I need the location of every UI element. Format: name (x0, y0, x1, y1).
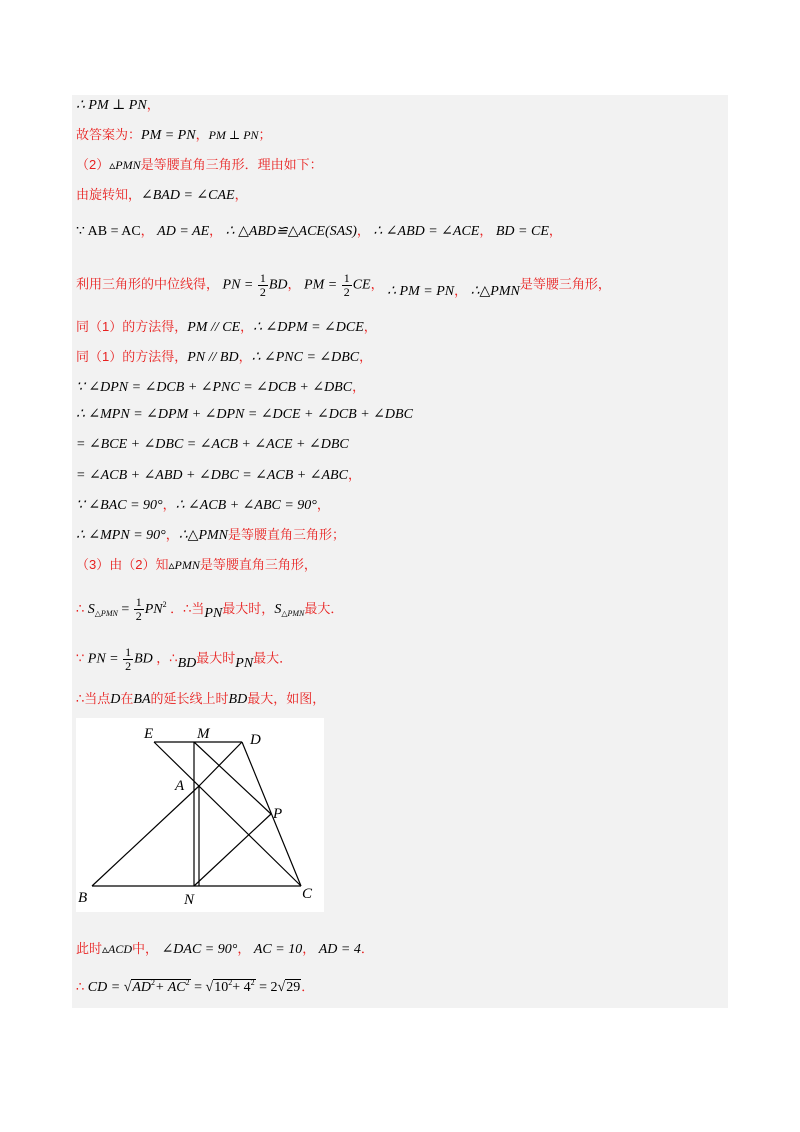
square-4: 2 (250, 978, 255, 987)
half-numerator: 1 (259, 271, 266, 285)
half-denominator: 2 (343, 285, 350, 299)
line-3-text: 是等腰直角三角形．理由如下： (140, 157, 323, 172)
line-16-s: S (87, 602, 95, 617)
line-17-text-2: 最大时 (196, 650, 236, 666)
line-12 (76, 466, 361, 485)
line-20-root-symbol-1: √ (123, 980, 132, 995)
label-D: D (250, 732, 261, 748)
line-17-math-3: PN (235, 655, 254, 671)
line-2-math-1: PM = PN (141, 128, 196, 143)
line-6-half-1 (258, 272, 268, 299)
line-1-punct: ， (146, 97, 160, 112)
square-ad: 2 (151, 978, 156, 987)
line-15-prefix: （3）由（2）知 (76, 557, 169, 572)
line-16-s-sub: △PMN (94, 609, 118, 618)
line-6-math-3: ∴ PM = PN (387, 283, 455, 299)
line-2-math-2: PM ⊥ PN (208, 128, 259, 142)
line-17-math-1a: PN = (87, 651, 119, 667)
radicand-ac: + AC (155, 980, 186, 995)
line-20-eq: = (194, 980, 203, 995)
line-8-punct-1: ， (238, 349, 252, 364)
line-5-punct-5: ， (548, 223, 562, 238)
line-13-punct-1: ， (162, 497, 176, 512)
label-B: B (78, 890, 88, 906)
line-9-math: ∵ ∠DPN = ∠DCB + ∠PNC = ∠DCB + ∠DBC (76, 380, 353, 395)
line-8-punct-2: ， (359, 349, 373, 364)
line-19-math-3: AC = 10 (253, 942, 303, 957)
line-1 (76, 96, 160, 115)
line-2-punct-2: ； (258, 127, 272, 142)
geometry-figure (76, 718, 324, 912)
line-6-math-2a: PM = (304, 277, 338, 293)
radicand-10: 10 (214, 980, 229, 995)
line-16-half (134, 596, 144, 623)
half-denominator: 2 (135, 609, 142, 624)
line-5-punct-3: ， (356, 223, 370, 238)
line-17-math-2: BD (177, 655, 197, 671)
line-6-text-2: 是等腰三角形， (519, 276, 611, 292)
line-14-punct: ， (165, 527, 179, 542)
line-18-text-2: 在 (120, 691, 134, 706)
label-C: C (302, 886, 313, 902)
line-19-punct-1: ， (237, 941, 251, 956)
line-4-text: 由旋转知， (76, 187, 142, 202)
line-11 (76, 436, 349, 454)
half-numerator: 1 (135, 595, 142, 610)
line-14-text: 是等腰直角三角形； (228, 527, 346, 542)
label-P: P (273, 806, 283, 822)
half-denominator: 2 (259, 285, 266, 299)
label-M: M (197, 726, 210, 742)
line-4-punct: ， (234, 187, 248, 202)
line-13 (76, 496, 330, 515)
line-14-math-1: ∴ ∠MPN = 90° (76, 528, 166, 543)
line-18-math-1: D (110, 692, 121, 707)
line-4-math: ∠BAD = ∠CAE (141, 188, 235, 203)
line-5-math-3: ∴ △ABD≌△ACE(SAS) (225, 224, 357, 239)
half-numerator: 1 (343, 271, 350, 285)
line-16 (76, 596, 343, 623)
line-18-text-1: ∴当点 (76, 691, 111, 706)
line-18-math-3: BD (228, 692, 248, 707)
line-16-s2: S (274, 602, 282, 617)
line-19-text-2: 中， (132, 941, 159, 956)
line-16-therefore: ∴ (76, 601, 85, 616)
segment-NP (194, 814, 271, 886)
line-13-math-1: ∵ ∠BAC = 90° (76, 498, 163, 513)
line-1-math: ∴ PM ⊥ PN (76, 98, 147, 113)
line-6-math-4: ∴△PMN (470, 283, 520, 299)
line-6-text-1: 利用三角形的中位线得， (76, 276, 220, 292)
segment-DC (242, 742, 301, 886)
line-8-text: 同（1）的方法得， (76, 349, 188, 364)
line-16-eq: = (121, 602, 130, 617)
line-18-text-4: 最大，如图， (247, 691, 326, 706)
line-17-math-1b: BD (134, 651, 153, 667)
line-5-math-5: BD = CE (495, 224, 549, 239)
line-10-math: ∴ ∠MPN = ∠DPM + ∠DPN = ∠DCE + ∠DCB + ∠DBC (76, 407, 413, 422)
square-ac: 2 (185, 978, 190, 987)
line-5-math-4: ∴ ∠ABD = ∠ACE (373, 224, 480, 239)
half-numerator: 1 (125, 645, 132, 659)
line-12-punct: ， (347, 467, 361, 482)
line-10 (76, 406, 413, 424)
line-20 (76, 974, 314, 997)
line-3-prefix: （2） (76, 157, 110, 172)
line-6-math-1a: PN = (222, 277, 254, 293)
line-19-math-2: ∠DAC = 90° (161, 942, 238, 957)
line-5-punct-4: ， (479, 223, 493, 238)
line-6-punct-2: ， (370, 276, 384, 292)
line-2 (76, 126, 272, 145)
line-19-text-1: 此时 (76, 941, 103, 956)
line-7-math-2: ∴ ∠DPM = ∠DCE (253, 320, 364, 335)
line-3 (76, 156, 323, 175)
line-7-punct-1: ， (240, 319, 254, 334)
line-5-math-1: ∵ AB = AC (76, 224, 141, 239)
line-16-math-2: PN (204, 606, 223, 621)
line-7-math-1: PM // CE (187, 320, 241, 335)
line-19 (76, 940, 374, 959)
line-20-root-symbol-3: √ (277, 980, 286, 995)
line-5 (76, 222, 562, 241)
line-8 (76, 348, 372, 367)
line-15-math: ▵PMN (168, 558, 200, 572)
line-17-text-1: ，∴ (156, 650, 178, 666)
line-17-text-3: 最大． (253, 650, 293, 666)
line-20-radicand-29: 29 (286, 980, 301, 995)
line-17-half (123, 646, 133, 673)
line-20-therefore: ∴ (76, 979, 85, 994)
line-3-math: ▵PMN (109, 158, 141, 172)
line-15 (76, 556, 317, 575)
line-19-math-1: ▵ACD (102, 942, 133, 956)
radicand-4: + 4 (232, 980, 251, 995)
line-6-math-1b: BD (268, 277, 288, 293)
line-6-half-2 (342, 272, 352, 299)
half-denominator: 2 (125, 659, 132, 673)
line-12-math: = ∠ACB + ∠ABD + ∠DBC = ∠ACB + ∠ABC (76, 468, 348, 483)
line-15-text: 是等腰直角三角形， (199, 557, 317, 572)
label-N: N (184, 892, 195, 908)
line-16-text-2: 最大时， (222, 601, 275, 616)
line-19-punct-3: ． (360, 941, 374, 956)
line-9 (76, 378, 365, 397)
line-6 (76, 272, 611, 299)
segment-MP (194, 742, 271, 814)
line-8-math-1: PN // BD (187, 350, 239, 365)
square-10: 2 (228, 978, 233, 987)
line-5-math-2: AD = AE (157, 224, 210, 239)
line-13-math-2: ∴ ∠ACB + ∠ABC = 90° (175, 498, 317, 513)
line-2-punct-1: ， (195, 127, 209, 142)
line-20-radicand-1 (131, 979, 190, 995)
line-20-result: = 2 (259, 980, 278, 995)
line-17-because: ∵ (76, 650, 85, 666)
line-5-punct-2: ， (209, 223, 223, 238)
line-8-math-2: ∴ ∠PNC = ∠DBC (251, 350, 360, 365)
line-13-punct-2: ， (316, 497, 330, 512)
line-16-s2-sub: △PMN (281, 609, 305, 618)
figure-svg (76, 718, 324, 912)
line-9-punct: ， (352, 379, 366, 394)
line-17 (76, 646, 292, 673)
line-19-math-4: AD = 4 (318, 942, 361, 957)
line-11-math: = ∠BCE + ∠DBC = ∠ACB + ∠ACE + ∠DBC (76, 437, 349, 452)
line-18-text-3: 的延长线上时 (150, 691, 229, 706)
line-6-punct-1: ， (287, 276, 301, 292)
line-20-radicand-2 (213, 979, 255, 995)
line-6-punct-3: ， (454, 282, 468, 298)
label-E: E (144, 726, 154, 742)
line-4 (76, 186, 248, 205)
line-5-punct-1: ， (140, 223, 154, 238)
line-2-text: 故答案为： (76, 127, 142, 142)
line-18 (76, 690, 325, 709)
radicand-ad: AD (132, 980, 152, 995)
line-20-root-symbol-2: √ (205, 980, 214, 995)
line-19-punct-2: ， (302, 941, 316, 956)
line-16-text-3: 最大． (304, 601, 344, 616)
line-14 (76, 526, 345, 545)
line-20-punct: ． (301, 979, 315, 994)
line-14-math-2: ∴△PMN (178, 528, 228, 543)
line-7-text: 同（1）的方法得， (76, 319, 188, 334)
line-7-punct-2: ， (363, 319, 377, 334)
segment-AD (199, 742, 242, 786)
line-16-pn-sup: 2 (162, 600, 167, 609)
line-20-cd: CD = (87, 980, 121, 995)
line-16-pn: PN (144, 602, 163, 617)
segment-BA (92, 786, 199, 886)
line-6-math-2b: CE (352, 277, 371, 293)
label-A: A (175, 778, 185, 794)
line-18-math-2: BA (133, 692, 151, 707)
line-7 (76, 318, 377, 337)
line-16-text-1: ．∴当 (170, 601, 205, 616)
